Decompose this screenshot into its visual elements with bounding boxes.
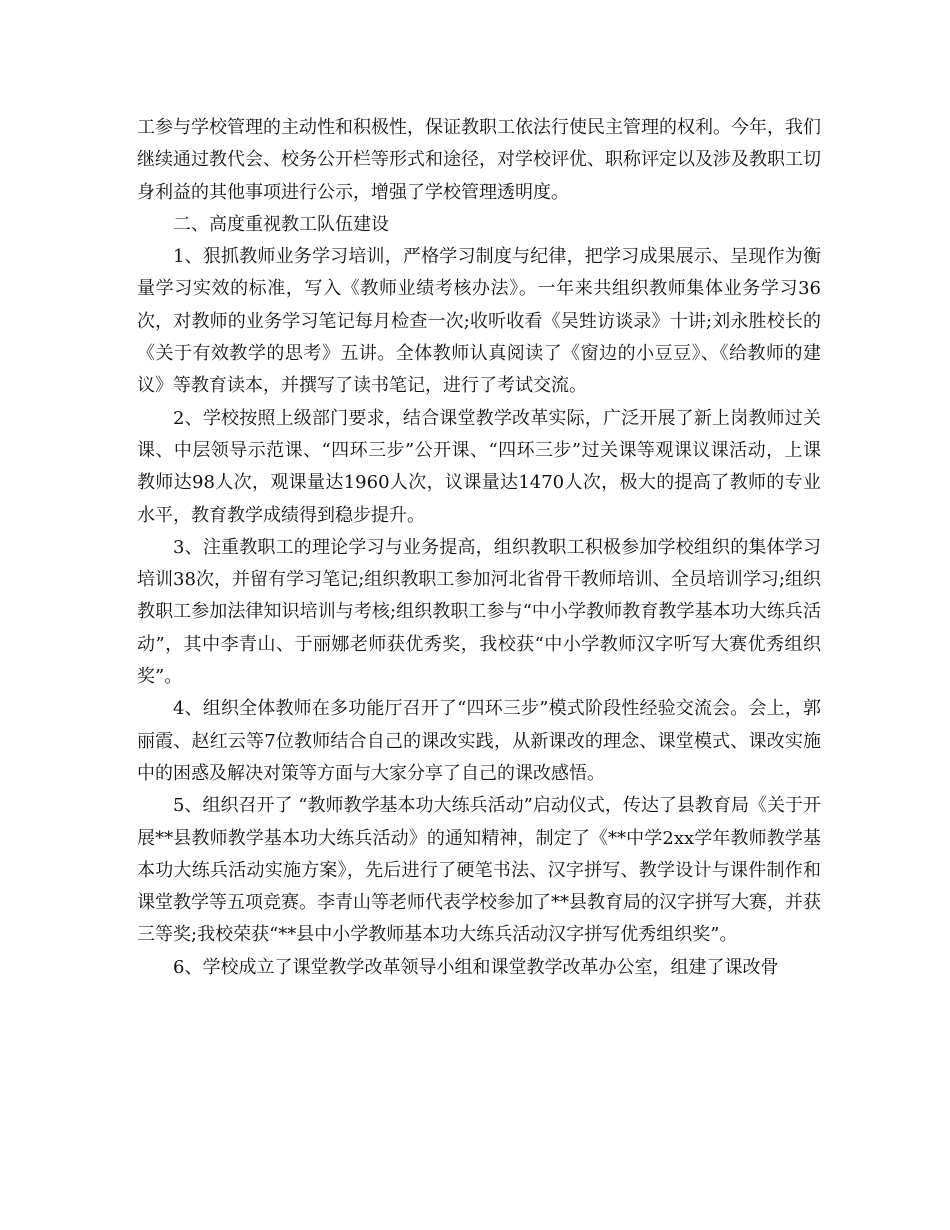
paragraph-item-3: 3、注重教职工的理论学习与业务提高，组织教职工积极参加学校组织的集体学习培训38次，并留有学习笔记;组织教职工参加河北省骨干教师培训、全员培训学习;组织教职工参加法律知识培训与考核;组织教职工参与“中小学教师教育教学基本功大练兵活动”，其中李青山、于丽娜老师获优秀奖，我校获“中小学教师汉字听写大赛优秀组织奖”。 xyxy=(137,536,821,688)
paragraph-item-5: 5、组织召开了 “教师教学基本功大练兵活动”启动仪式，传达了县教育局《关于开展**县教师教学基本功大练兵活动》的通知精神，制定了《**中学2xx学年教师教学基本功大练兵活动实施方案》，先后进行了硬笔书法、汉字拼写、教学设计与课件制作和课堂教学等五项竞赛。李青山等老师代表学校参加了**县教育局的汉字拼写大赛，并获三等奖;我校荣获“**县中小学教师基本功大练兵活动汉字拼写优秀组织奖”。 xyxy=(137,795,821,946)
document-page xyxy=(137,112,821,984)
section-heading: 二、高度重视教工队伍建设 xyxy=(173,213,389,235)
paragraph-item-4: 4、组织全体教师在多功能厅召开了“四环三步”模式阶段性经验交流会。会上，郭丽霞、赵红云等7位教师结合自己的课改实践，从新课改的理念、课堂模式、课改实施中的困惑及解决对策等方面与大家分享了自己的课改感悟。 xyxy=(137,698,821,784)
paragraph-item-2: 2、学校按照上级部门要求，结合课堂教学改革实际，广泛开展了新上岗教师过关课、中层领导示范课、“四环三步”公开课、“四环三步”过关课等观课议课活动，上课教师达98人次，观课量达1960人次，议课量达1470人次，极大的提高了教师的专业水平，教育教学成绩得到稳步提升。 xyxy=(137,407,821,526)
paragraph-item-1: 1、狠抓教师业务学习培训，严格学习制度与纪律，把学习成果展示、呈现作为衡量学习实效的标准，写入《教师业绩考核办法》。一年来共组织教师集体业务学习36次，对教师的业务学习笔记每月检查一次;收听收看《吴甡访谈录》十讲;刘永胜校长的《关于有效教学的思考》五讲。全体教师认真阅读了《窗边的小豆豆》、《给教师的建议》等教育读本，并撰写了读书笔记，进行了考试交流。 xyxy=(137,246,821,397)
paragraph-continuation: 工参与学校管理的主动性和积极性，保证教职工依法行使民主管理的权利。今年，我们继续通过教代会、校务公开栏等形式和途径，对学校评优、职称评定以及涉及教职工切身利益的其他事项进行公示，增强了学校管理透明度。 xyxy=(137,117,821,203)
paragraph-item-6: 6、学校成立了课堂教学改革领导小组和课堂教学改革办公室，组建了课改骨 xyxy=(173,956,779,978)
